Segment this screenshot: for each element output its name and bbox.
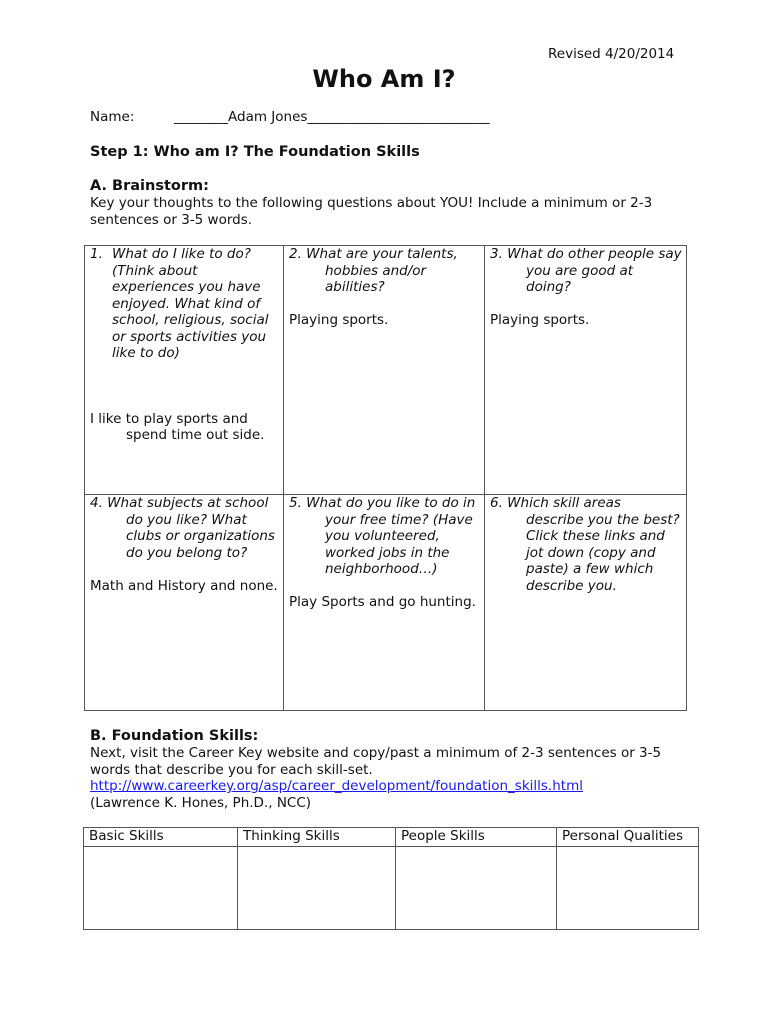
- people-skills-cell[interactable]: [396, 847, 557, 930]
- revised-date: Revised 4/20/2014: [548, 46, 675, 62]
- brainstorm-intro: Key your thoughts to the following questions about YOU! Include a minimum or 2-3 sentences or 3-5 words.: [90, 195, 653, 228]
- table-row: [85, 246, 687, 495]
- question-1: [90, 246, 279, 362]
- table-header-row: [84, 828, 699, 847]
- foundation-skills-instructions: Next, visit the Career Key website and copy/past a minimum of 2-3 sentences or 3-5 words that describe you for each skill-set.: [90, 745, 662, 778]
- brainstorm-cell-4[interactable]: [85, 495, 284, 711]
- column-header-basic-skills: Basic Skills: [84, 828, 238, 847]
- brainstorm-cell-3[interactable]: [485, 246, 687, 495]
- answer-4: Math and History and none.: [90, 577, 278, 594]
- foundation-skills-intro: [90, 745, 690, 811]
- answer-2: Playing sports.: [289, 312, 389, 328]
- brainstorm-cell-5[interactable]: [284, 495, 485, 711]
- foundation-skills-heading: B. Foundation Skills:: [90, 728, 259, 744]
- personal-qualities-cell[interactable]: [557, 847, 699, 930]
- question-2: 2. What are your talents, hobbies and/or abilities?: [289, 246, 458, 295]
- thinking-skills-cell[interactable]: [238, 847, 396, 930]
- answer-3: Playing sports.: [490, 312, 590, 328]
- question-4: 4. What subjects at school do you like? What clubs or organizations do you belong to?: [90, 495, 275, 561]
- brainstorm-heading: A. Brainstorm:: [90, 178, 209, 194]
- step1-heading: Step 1: Who am I? The Foundation Skills: [90, 144, 420, 160]
- question-text: What do I like to do? (Think about experiences you have enjoyed. What kind of school, religious, social or sports activities you like to do): [112, 246, 269, 361]
- column-header-thinking-skills: Thinking Skills: [238, 828, 396, 847]
- column-header-personal-qualities: Personal Qualities: [557, 828, 699, 847]
- question-6: 6. Which skill areas describe you the best? Click these links and jot down (copy and paste) a few which describe you.: [490, 495, 680, 594]
- question-3: 3. What do other people say you are good at doing?: [490, 246, 682, 295]
- brainstorm-table: [84, 245, 687, 711]
- question-number: 1.: [90, 246, 103, 262]
- name-line: [90, 109, 490, 126]
- brainstorm-cell-6[interactable]: [485, 495, 687, 711]
- brainstorm-cell-1[interactable]: [85, 246, 284, 495]
- answer-1: I like to play sports and spend time out side.: [90, 410, 265, 443]
- career-key-link[interactable]: http://www.careerkey.org/asp/career_development/foundation_skills.html: [90, 778, 583, 794]
- citation: (Lawrence K. Hones, Ph.D., NCC): [90, 794, 312, 811]
- table-row: [85, 495, 687, 711]
- column-header-people-skills: People Skills: [396, 828, 557, 847]
- name-value[interactable]: ________Adam Jones___________________________: [174, 109, 490, 125]
- page-title: Who Am I?: [312, 65, 456, 93]
- brainstorm-cell-2[interactable]: [284, 246, 485, 495]
- answer-5: Play Sports and go hunting.: [289, 594, 476, 610]
- name-label: Name:: [90, 109, 135, 125]
- table-row: [84, 847, 699, 930]
- question-5: 5. What do you like to do in your free time? (Have you volunteered, worked jobs in the neighborhood…): [289, 495, 476, 577]
- basic-skills-cell[interactable]: [84, 847, 238, 930]
- skills-table: [83, 827, 699, 930]
